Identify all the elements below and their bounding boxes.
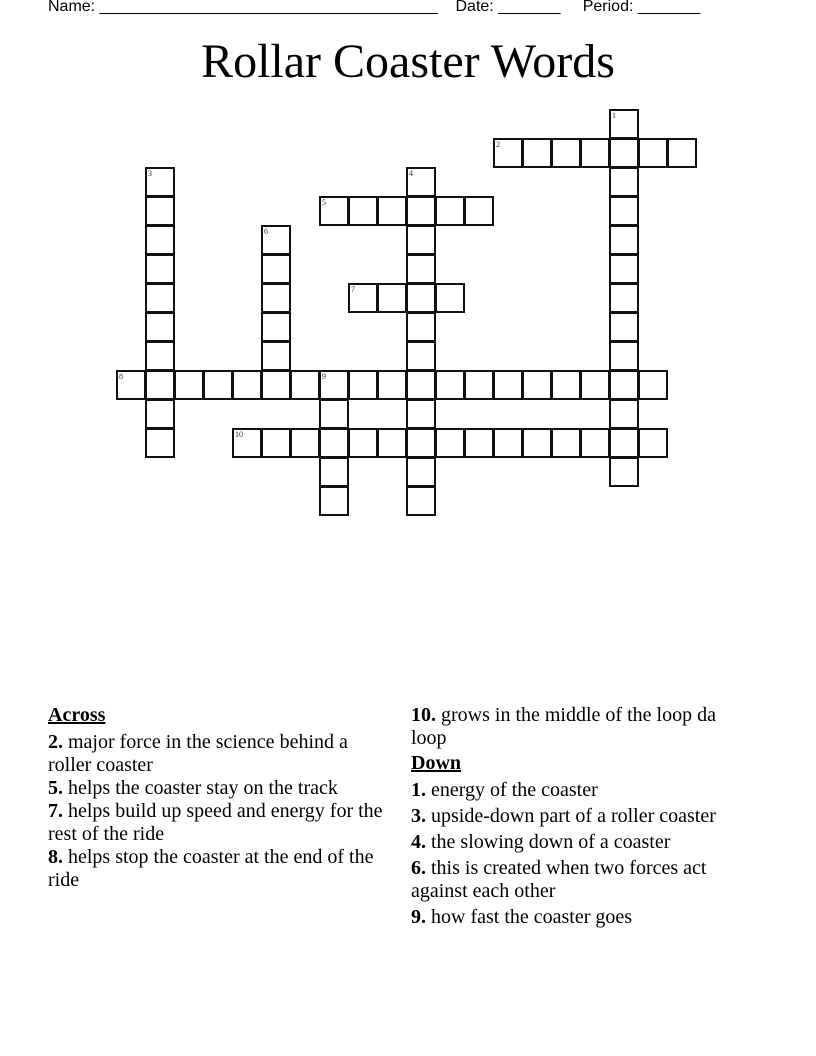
crossword-cell[interactable] bbox=[464, 428, 494, 458]
clue-number-label: 2 bbox=[496, 140, 500, 149]
clue-text: this is created when two forces act against each other bbox=[411, 857, 707, 902]
crossword-cell[interactable] bbox=[406, 167, 436, 197]
clue-number: 5. bbox=[48, 777, 63, 799]
across-heading: Across bbox=[48, 704, 106, 726]
crossword-cell[interactable] bbox=[609, 457, 639, 487]
clue-number: 7. bbox=[48, 800, 63, 822]
crossword-cell[interactable] bbox=[638, 138, 668, 168]
crossword-cell[interactable] bbox=[174, 370, 204, 400]
crossword-cell[interactable] bbox=[406, 399, 436, 429]
clue-number-label: 9 bbox=[322, 372, 326, 381]
student-info-header bbox=[48, 0, 700, 16]
crossword-cell[interactable] bbox=[609, 138, 639, 168]
clue-text: helps the coaster stay on the track bbox=[63, 777, 338, 799]
clues-right-column bbox=[411, 704, 756, 932]
clue-number: 10. bbox=[411, 704, 436, 726]
date-field[interactable]: Date: _______ bbox=[455, 0, 561, 15]
clue-across-7 bbox=[48, 800, 388, 846]
clue-down-4 bbox=[411, 831, 756, 854]
crossword-cell[interactable] bbox=[348, 196, 378, 226]
clue-text: the slowing down of a coaster bbox=[426, 831, 671, 853]
crossword-cell[interactable] bbox=[609, 312, 639, 342]
crossword-cell[interactable] bbox=[493, 370, 523, 400]
clue-number-label: 4 bbox=[409, 169, 413, 178]
clue-number-label: 6 bbox=[264, 227, 268, 236]
crossword-cell[interactable] bbox=[609, 109, 639, 139]
crossword-cell[interactable] bbox=[145, 312, 175, 342]
crossword-cell[interactable] bbox=[609, 167, 639, 197]
crossword-cell[interactable] bbox=[319, 457, 349, 487]
crossword-cell[interactable] bbox=[522, 138, 552, 168]
crossword-cell[interactable] bbox=[464, 196, 494, 226]
clue-number-label: 5 bbox=[322, 198, 326, 207]
crossword-cell[interactable] bbox=[493, 428, 523, 458]
crossword-cell[interactable] bbox=[319, 196, 349, 226]
clue-across-5 bbox=[48, 777, 388, 800]
crossword-cell[interactable] bbox=[406, 486, 436, 516]
crossword-cell[interactable] bbox=[377, 283, 407, 313]
clue-number-label: 1 bbox=[612, 111, 616, 120]
crossword-cell[interactable] bbox=[116, 370, 146, 400]
clue-number: 3. bbox=[411, 805, 426, 827]
crossword-cell[interactable] bbox=[435, 428, 465, 458]
crossword-cell[interactable] bbox=[145, 167, 175, 197]
crossword-cell[interactable] bbox=[145, 341, 175, 371]
crossword-cell[interactable] bbox=[406, 225, 436, 255]
clue-number: 1. bbox=[411, 779, 426, 801]
clue-text: helps stop the coaster at the end of the ride bbox=[48, 846, 374, 891]
crossword-cell[interactable] bbox=[319, 370, 349, 400]
crossword-cell[interactable] bbox=[348, 283, 378, 313]
crossword-cell[interactable] bbox=[406, 283, 436, 313]
crossword-cell[interactable] bbox=[261, 428, 291, 458]
crossword-cell[interactable] bbox=[377, 196, 407, 226]
crossword-cell[interactable] bbox=[580, 428, 610, 458]
crossword-cell[interactable] bbox=[551, 138, 581, 168]
crossword-cell[interactable] bbox=[667, 138, 697, 168]
crossword-cell[interactable] bbox=[609, 341, 639, 371]
page-title: Rollar Coaster Words bbox=[201, 35, 615, 88]
crossword-cell[interactable] bbox=[145, 283, 175, 313]
crossword-cell[interactable] bbox=[406, 254, 436, 284]
crossword-cell[interactable] bbox=[406, 312, 436, 342]
crossword-cell[interactable] bbox=[406, 196, 436, 226]
clue-number: 6. bbox=[411, 857, 426, 879]
crossword-cell[interactable] bbox=[203, 370, 233, 400]
crossword-cell[interactable] bbox=[232, 428, 262, 458]
clue-text: upside-down part of a roller coaster bbox=[426, 805, 716, 827]
crossword-cell[interactable] bbox=[580, 370, 610, 400]
crossword-cell[interactable] bbox=[551, 428, 581, 458]
clue-number: 8. bbox=[48, 846, 63, 868]
clue-down-6 bbox=[411, 857, 756, 903]
crossword-cell[interactable] bbox=[609, 254, 639, 284]
clue-across-10 bbox=[411, 704, 756, 750]
clue-text: helps build up speed and energy for the rest of the ride bbox=[48, 800, 383, 845]
clue-number-label: 8 bbox=[119, 372, 123, 381]
crossword-cell[interactable] bbox=[609, 225, 639, 255]
crossword-cell[interactable] bbox=[609, 283, 639, 313]
crossword-cell[interactable] bbox=[377, 370, 407, 400]
clue-across-8 bbox=[48, 846, 388, 892]
crossword-cell[interactable] bbox=[261, 312, 291, 342]
clue-across-2 bbox=[48, 731, 388, 777]
crossword-cell[interactable] bbox=[609, 196, 639, 226]
crossword-cell[interactable] bbox=[435, 283, 465, 313]
crossword-cell[interactable] bbox=[145, 428, 175, 458]
crossword-cell[interactable] bbox=[406, 457, 436, 487]
crossword-cell[interactable] bbox=[493, 138, 523, 168]
crossword-cell[interactable] bbox=[406, 370, 436, 400]
crossword-cell[interactable] bbox=[145, 370, 175, 400]
clue-number-label: 10 bbox=[235, 430, 243, 439]
crossword-cell[interactable] bbox=[580, 138, 610, 168]
crossword-cell[interactable] bbox=[319, 399, 349, 429]
clues-left-column bbox=[48, 704, 388, 892]
crossword-cell[interactable] bbox=[261, 225, 291, 255]
down-heading: Down bbox=[411, 752, 462, 774]
clue-number-label: 7 bbox=[351, 285, 355, 294]
crossword-cell[interactable] bbox=[406, 341, 436, 371]
crossword-cell[interactable] bbox=[290, 370, 320, 400]
crossword-cell[interactable] bbox=[319, 486, 349, 516]
crossword-cell[interactable] bbox=[261, 341, 291, 371]
crossword-cell[interactable] bbox=[290, 428, 320, 458]
name-field[interactable]: Name: ______________________________________ bbox=[48, 0, 438, 15]
clue-text: grows in the middle of the loop da loop bbox=[411, 704, 716, 749]
crossword-cell[interactable] bbox=[464, 370, 494, 400]
crossword-cell[interactable] bbox=[145, 399, 175, 429]
clue-number: 9. bbox=[411, 906, 426, 928]
clue-number: 4. bbox=[411, 831, 426, 853]
crossword-cell[interactable] bbox=[435, 370, 465, 400]
crossword-cell[interactable] bbox=[348, 370, 378, 400]
crossword-cell[interactable] bbox=[435, 196, 465, 226]
clue-text: how fast the coaster goes bbox=[426, 906, 633, 928]
crossword-cell[interactable] bbox=[261, 254, 291, 284]
crossword-cell[interactable] bbox=[609, 370, 639, 400]
clue-number: 2. bbox=[48, 731, 63, 753]
crossword-cell[interactable] bbox=[261, 370, 291, 400]
crossword-cell[interactable] bbox=[609, 428, 639, 458]
crossword-cell[interactable] bbox=[377, 428, 407, 458]
clue-text: major force in the science behind a roller coaster bbox=[48, 731, 348, 776]
period-field[interactable]: Period: _______ bbox=[582, 0, 701, 15]
crossword-cell[interactable] bbox=[232, 370, 262, 400]
clue-down-3 bbox=[411, 805, 756, 828]
crossword-cell[interactable] bbox=[406, 428, 436, 458]
clue-down-9 bbox=[411, 906, 756, 929]
crossword-cell[interactable] bbox=[638, 428, 668, 458]
crossword-cell[interactable] bbox=[609, 399, 639, 429]
clue-number-label: 3 bbox=[148, 169, 152, 178]
crossword-cell[interactable] bbox=[261, 283, 291, 313]
crossword-cell[interactable] bbox=[348, 428, 378, 458]
crossword-cell[interactable] bbox=[638, 370, 668, 400]
clue-text: energy of the coaster bbox=[426, 779, 598, 801]
crossword-cell[interactable] bbox=[522, 428, 552, 458]
clue-down-1 bbox=[411, 779, 756, 802]
crossword-cell[interactable] bbox=[145, 196, 175, 226]
crossword-cell[interactable] bbox=[551, 370, 581, 400]
crossword-cell[interactable] bbox=[319, 428, 349, 458]
crossword-cell[interactable] bbox=[145, 254, 175, 284]
crossword-cell[interactable] bbox=[145, 225, 175, 255]
crossword-cell[interactable] bbox=[522, 370, 552, 400]
